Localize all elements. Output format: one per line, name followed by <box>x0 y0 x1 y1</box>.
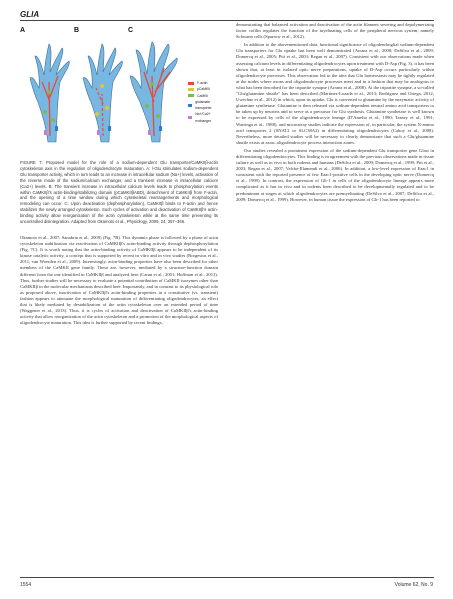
body-paragraph: Our studies revealed a prominent expression of the sodium-dependent Glu transporter gene Glast in differentiating oligodendrocytes. This finding is in agreement with the previous observations made in tissue culture as well as in vivo in both rodents and humans (DeSilva et al., 2009; Domercq et al., 1999; Pitt et al., 2003; Regan et al., 2007; Valcke-Illamendi et al., 2006). In addition, a low-level expression of Eaac1 in consistent with the reported presence of few Eaac1-positive cells in the developing optic nerve (Domercq et al., 1999). In contrast, the expression of Glt-1 in cells of the oligodendrocyte lineage appears more complicated as it has in vivo and in rodents been described to be developmentally regulated and to be predominant at stages at which oligodendrocytes are premyelinating (DeSilva et al., 2007; DeSilva et al., 2009; Domercq et al., 1999). However, in human tissue the expression of Glt-1 has been reported to <box>236 147 434 202</box>
right-column <box>236 22 434 205</box>
body-paragraph: demonstrating that balanced activation and deactivation of the actin filament severing and depolymerizing factor cofilin regulates the function of the myelinating cells of the peripheral nervous system, namely Schwann cells (Sparrow et al., 2012). <box>236 22 434 40</box>
journal-name: GLIA <box>20 10 40 19</box>
cell-a <box>30 44 69 142</box>
page-number: 1554 <box>20 582 32 588</box>
left-column <box>20 22 218 328</box>
legend-swatch <box>188 88 194 91</box>
body-paragraph: Okamoto et al., 2007; Sanabria et al., 2009) (Fig. 7B). This dynamic phase is followed by a phase of actin cytoskeleton stabilization via reactivation of CaMKIIβ's actin-binding activity through dephosphorylation (Fig. 7C). It is worth noting that the actin-binding activity of CaMKIIβ appears to be independent of its kinase catalytic activity, a concept that is supported by recent in vitro and in vivo studies (Borgesius et al., 2011; van Woerden et al., 2009). Interestingly, actin-binding properties have also been described for other members of the CaMKII gene family. These are, however, mediated by a structure-function domain different from the one identified in CaMKIIβ and analyzed here (Caran et al., 2001; Hoffman et al., 2013). Thus, further studies will be necessary to evaluate a potential contribution of CaMKII isozymes other than CaMKIIβ in the molecular mechanisms described here. Importantly, and in contrast to its physiological role as proposed above, inactivation of CaMKIIβ's actin-binding properties in a constitutive (vs. transient) fashion appears to attenuate the morphological maturation of differentiating oligodendrocytes, an effect that is likely mediated by destabilization of the actin cytoskeleton over an extended period of time (Waggener et al., 2013). Thus, it is cycles of activation and deactivation of CaMKIIβ's actin-binding activity that allow reorganization of the actin cytoskeleton and a promotion of the morphological aspects of oligodendrocyte maturation. This idea is further supported by recent findings, <box>20 234 218 326</box>
figure-7 <box>20 28 218 148</box>
footer-rule <box>20 577 434 578</box>
volume-info: Volume 62, No. 9 <box>394 582 433 588</box>
legend-item <box>188 99 218 112</box>
figure-legend <box>188 80 218 124</box>
body-paragraph: In addition to the abovementioned data, functional significance of oligodendroglial sodium-dependent Glu transporters for Glu uptake has been well demonstrated (Arranz et al., 2008; DeSilva et al., 2009; Domercq et al., 2005; Pitt et al., 2003; Regan et al., 2007). Consistent with our observations made when assessing calcium levels in differentiating oligodendrocytes upon treatment with D-Asp (Fig. 3), it has been shown that, at least in isolated optic nerve preparations, uptake of D-Asp occurs particularly within oligodendrocyte processes. This observation led to the idea that Glu homeostasis may be tightly regulated at the nodes where axons and oligodendrocyte processes meet and in a fashion that may be analogous to what has been described for the tripartite synapse (Arranz et al., 2008). At the tripartite synapse, a so-called "Glu/glutamine shuttle" has been described (Martinez-Lozada et al., 2013; Rodriguez and Ortega, 2012; Uwechue et al., 2012) in which, upon its uptake, Glu is converted to glutamine by the enzymatic activity of glutamine synthetase. Glutamine is then released via sodium-dependent neutral amino acid transporters to be taken up by neurons and to serve as a precursor for Glu synthesis. Glutamine synthetase is well known to be expressed by cells of the oligodendrocyte lineage (D'Amelio et al., 1990; Tansey et al., 1991; Warringa et al., 1988), and microarray studies indicate the expression of, in particular, the system N-amino acid transporter 2 (SNAT2 or SLC38A2) in differentiating oligodendrocytes (Cahoy et al., 2008). Nevertheless, more detailed studies will be necessary to clearly demonstrate that such a Glu/glutamine shuttle exists at axon–oligodendrocyte process interaction zones. <box>236 42 434 145</box>
legend-label: CaMKII <box>197 93 209 98</box>
legend-label: Na+/Ca2+ exchanger <box>195 112 212 123</box>
header-rule <box>20 20 434 21</box>
panel-label-a: A <box>20 27 26 34</box>
panel-label-b: B <box>74 27 80 34</box>
legend-item <box>188 111 218 124</box>
cell-c <box>130 42 177 142</box>
legend-swatch <box>188 116 192 119</box>
legend-swatch <box>188 82 194 85</box>
legend-label: F-actin <box>197 81 208 85</box>
figure-caption: FIGURE 7: Proposed model for the role of a sodium-dependent Glu transporter/CaMKIIβ-actin cytoskeleton axis in the regulation of oligodendrocyte maturation. A: l-Glu stimulates sodium-dependent Glu transporter activity, which in turn leads to an increase in intracellular sodium (Na+) levels, activation of the reverse mode of the sodium/calcium exchanger, and a transient increase in intracellular calcium (Ca2+) levels. B: The transient increase in intracellular calcium levels leads to phosphorylation events within CaMKIIβ's actin-binding/stabilizing domain (pCaMKIIβABD), detachment of CaMKIIβ from F-actin, and the opening of a time window during which cytoskeletal rearrangements and morphological remodeling can occur. C: Upon deactivation (dephosphorylation), CaMKIIβ binds to F-actin and hence stabilizes the newly arranged cytoskeleton. Such cycles of activation and deactivation of CaMKIIβ's actin-binding activity allow reorganization of the actin cytoskeleton while at the same time preventing its uncontrolled disintegration. Adapted from Okamoto et al., Physiology, 2009, 24, 357–366. <box>20 160 218 225</box>
legend-label: pCaMKII <box>197 87 211 92</box>
legend-swatch <box>188 94 194 97</box>
panel-label-c: C <box>128 27 134 34</box>
cell-b <box>83 44 122 142</box>
figure-illustration <box>20 28 185 148</box>
legend-swatch <box>188 104 192 107</box>
legend-label: glutamate transporter <box>195 99 212 111</box>
